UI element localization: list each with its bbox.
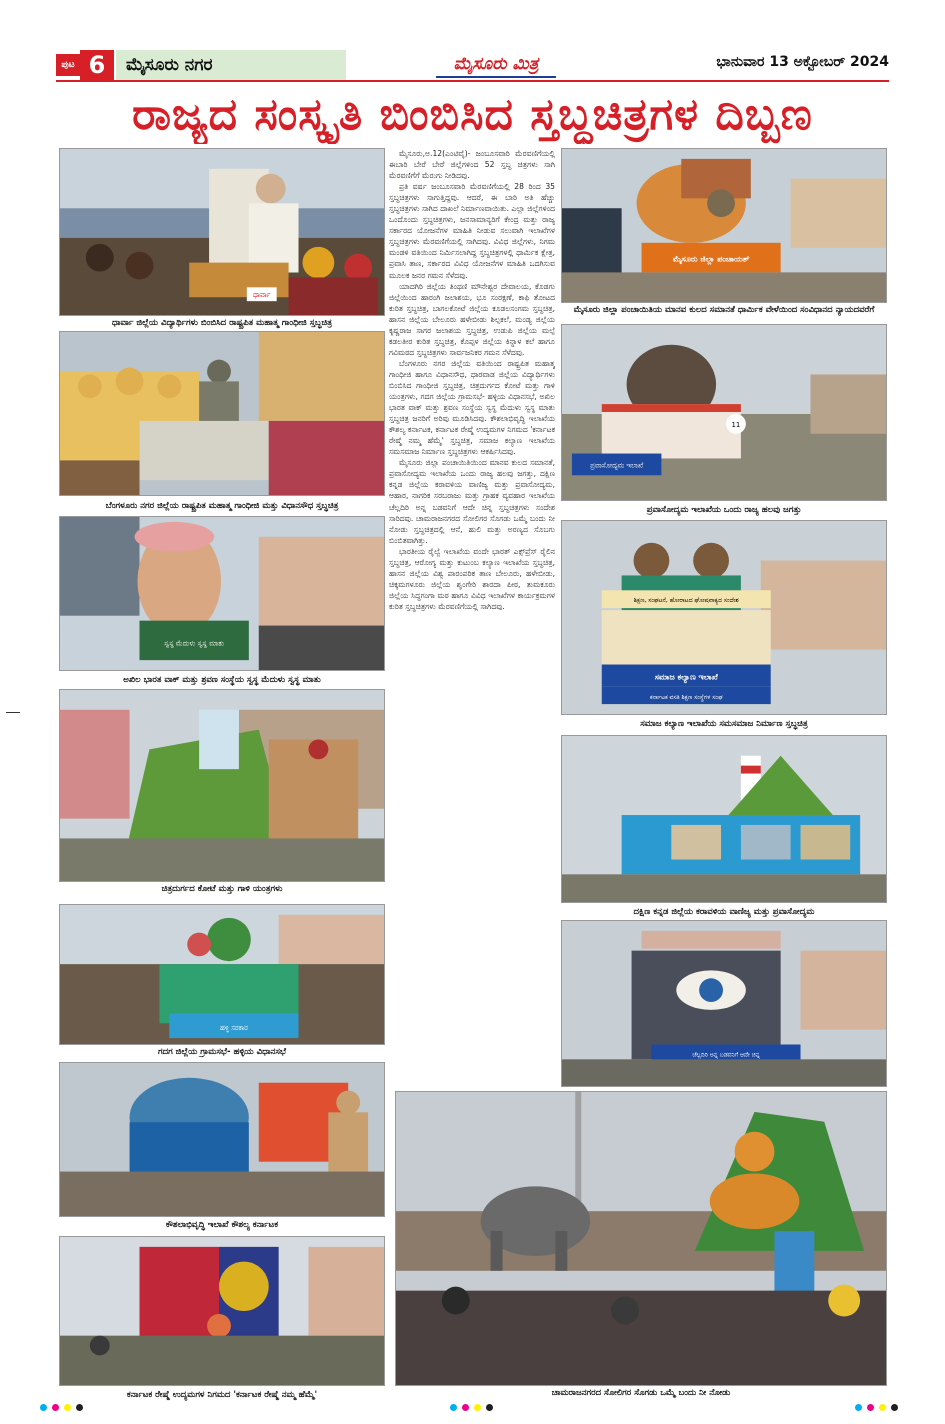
registration-dots-center — [450, 1404, 493, 1411]
registration-dot — [450, 1404, 457, 1411]
photo-label: ಶಿಕ್ಷಣ, ಸಂಘಟನೆ, ಹೋರಾಟದ ಘೋಷವಾಕ್ಯದ ಸಂದೇಶ — [633, 597, 739, 605]
photo-gadag-gramasabhe — [59, 904, 385, 1045]
photo-banner: ಚೆಲ್ಲದಿರಿ ಅನ್ನ ಬಡವನಿಗೆ ಆದೇ ಚಿನ್ನ — [692, 1051, 760, 1059]
article-paragraph: ಯಾದಗಿರಿ ಜಿಲ್ಲೆಯ ತಿಂಥಣಿ ಮೌನೇಶ್ವರ ದೇವಾಲಯ, ಕೊಡಗು ಜಿಲ್ಲೆಯಿಂದ ಹಾರಂಗಿ ಜಲಾಶಯ, ಭೂ ಸಂರಕ್ಷಣೆ, ಕಾಫಿ ತೋಟದ ಕುರಿತ ಸ್ತಬ್ಧಚಿತ್ರ, ಬಾಗಲಕೋಟೆ ಜಿಲ್ಲೆಯ ಕೂಡಲಸಂಗಮ ಸ್ತಬ್ಧಚಿತ್ರ, ಹಾಸನ ಜಿಲ್ಲೆಯ ಬೇಲೂರು ಹಳೇಬೀಡು ಶಿಲ್ಪಕಲೆ, ಮಂಡ್ಯ ಜಿಲ್ಲೆಯ ಕೃಷ್ಣರಾಜ ಸಾಗರ ಜಲಾಶಯ ಸ್ತಬ್ಧಚಿತ್ರ, ಉಡುಪಿ ಜಿಲ್ಲೆಯ ಮಲ್ಪೆ ಕಡಲತೀರ ಕುರಿತ ಸ್ತಬ್ಧಚಿತ್ರ, ಕೊಪ್ಪಳ ಜಿಲ್ಲೆಯ ಕಿನ್ನಾಳ ಕಲೆ ಹಾಗೂ ಗವಿಮಠದ ಸ್ತಬ್ಧಚಿತ್ರಗಳು ಸಾರ್ವಜನಿಕರ ಗಮನ ಸೆಳೆದವು. — [389, 281, 555, 357]
issue-date: ಭಾನುವಾರ 13 ಅಕ್ಟೋಬರ್ 2024 — [716, 54, 889, 70]
caption-social-welfare: ಸಮಾಜ ಕಲ್ಯಾಣ ಇಲಾಖೆಯ ಸಮಸಮಾಜ ನಿರ್ಮಾಣ ಸ್ತಬ್ಧಚಿತ್ರ — [640, 719, 808, 729]
caption-dakshina-kannada: ದಕ್ಷಿಣ ಕನ್ನಡ ಜಿಲ್ಲೆಯ ಕರಾವಳಿಯ ವಾಣಿಜ್ಯ ಮತ್ತು ಪ್ರವಾಸೋದ್ಯಮ — [633, 907, 815, 917]
registration-dot — [486, 1404, 493, 1411]
caption-chamarajanagar-soligas: ಚಾಮರಾಜನಗರದ ಸೋಲಿಗರ ಸೊಗಡು ಒಮ್ಮೆ ಬಂದು ನೀ ನೋಡು — [551, 1388, 731, 1398]
article-paragraph: ಮೈಸೂರು ಜಿಲ್ಲಾ ಪಂಚಾಯಿತಿಯಿಂದ ಮಾನವ ಕುಲದ ಸಮಾನತೆ, ಪ್ರವಾಸೋದ್ಯಮ ಇಲಾಖೆಯ ಒಂದು ರಾಜ್ಯ ಹಲವು ಜಗತ್ತು, ದಕ್ಷಿಣ ಕನ್ನಡ ಜಿಲ್ಲೆಯ ಕರಾವಳಿಯ ವಾಣಿಜ್ಯ ಮತ್ತು ಪ್ರವಾಸೋದ್ಯಮ, ಆಹಾರ, ನಾಗರಿಕ ಸರಬರಾಜು ಮತ್ತು ಗ್ರಾಹಕ ವ್ಯವಹಾರ ಇಲಾಖೆಯ ಚೆಲ್ಲದಿರಿ ಅನ್ನ ಬಡವನಿಗೆ ಆದೇ ಚಿನ್ನ ಸ್ತಬ್ಧಚಿತ್ರಗಳು ಸಂದೇಶ ಸಾರಿದವು. ಚಾಮರಾಜನಗರದ ಸೋಲಿಗರ ಸೊಗಡು ಒಮ್ಮೆ ಬಂದು ನೀ ನೋಡು ಸ್ತಬ್ಧಚಿತ್ರದಲ್ಲಿ ಆನೆ, ಹುಲಿ ಮತ್ತು ಅರಣ್ಯದ ಸೊಬಗು ಬಿಂಬಿತವಾಗಿತ್ತು. — [389, 458, 555, 545]
photo-banner: ಪ್ರವಾಸೋದ್ಯಮ ಇಲಾಖೆ — [590, 461, 644, 470]
photo-healthy-speech — [59, 516, 385, 671]
registration-dots-right — [855, 1404, 898, 1411]
caption-silk-karnataka: ಕರ್ನಾಟಕ ರೇಷ್ಮೆ ಉದ್ಯಮಗಳ ನಿಗಮದ 'ಕರ್ನಾಟಕ ರೇಷ್ಮೆ ನಮ್ಮ ಹೆಮ್ಮೆ' — [126, 1390, 318, 1400]
caption-mysuru-zp: ಮೈಸೂರು ಜಿಲ್ಲಾ ಪಂಚಾಯಿತಿಯ ಮಾನವ ಕುಲದ ಸಮಾನತೆ ಧಾರ್ಮಿಕ ವೇಳೆಯಿಂದ ಸಂವಿಧಾನದ ನ್ಯಾಯದವರೆಗೆ — [573, 305, 875, 315]
photo-tourism — [561, 324, 887, 501]
photo-gandhi-dharwad — [59, 148, 385, 316]
article-paragraph: ಭಾರತೀಯ ರೈಲ್ವೆ ಇಲಾಖೆಯ ವಂದೇ ಭಾರತ್ ಎಕ್ಸ್‌ಪ್ರೆಸ್ ರೈಲಿನ ಸ್ತಬ್ಧಚಿತ್ರ, ಆರೋಗ್ಯ ಮತ್ತು ಕುಟುಂಬ ಕಲ್ಯಾಣ ಇಲಾಖೆಯ ಸ್ತಬ್ಧಚಿತ್ರ, ಹಾಸನ ಜಿಲ್ಲೆಯ ವಿಶ್ವ ಪಾರಂಪರಿಕ ತಾಣ ಬೇಲೂರು, ಹಳೇಬೀಡು, ಚಿಕ್ಕಮಗಳೂರು ಜಿಲ್ಲೆಯ ಶೃಂಗೇರಿ ಶಾರದಾ ಪೀಠ, ತುಮಕೂರು ಜಿಲ್ಲೆಯ ಸಿದ್ಧಗಂಗಾ ಮಠ ಹಾಗೂ ವಿವಿಧ ಇಲಾಖೆಗಳ ಕಾರ್ಯಕ್ರಮಗಳ ಕುರಿತ ಸ್ತಬ್ಧಚಿತ್ರಗಳು ಮೆರವಣಿಗೆಯಲ್ಲಿ ಸಾಗಿದವು. — [389, 546, 555, 611]
photo-label: ಕರ್ನಾಟಕ ವಸತಿ ಶಿಕ್ಷಣ ಸಂಸ್ಥೆಗಳ ಸಂಘ — [649, 694, 723, 702]
registration-dot — [462, 1404, 469, 1411]
registration-dot — [76, 1404, 83, 1411]
caption-skill-karnataka: ಕೌಶಲಾಭಿವೃದ್ಧಿ ಇಲಾಖೆ ಕೌಶಲ್ಯ ಕರ್ನಾಟಕ — [165, 1220, 279, 1230]
photo-banner: ಮೈಸೂರು ಜಿಲ್ಲಾ ಪಂಚಾಯತ್ — [672, 254, 750, 264]
photo-chitradurga-fort — [59, 689, 385, 882]
registration-dot — [474, 1404, 481, 1411]
article-paragraph: ಬೆಂಗಳೂರು ನಗರ ಜಿಲ್ಲೆಯ ವತಿಯಿಂದ ರಾಷ್ಟ್ರಪಿತ ಮಹಾತ್ಮ ಗಾಂಧೀಜಿ ಹಾಗೂ ವಿಧಾನಸೌಧ, ಧಾರವಾಡ ಜಿಲ್ಲೆಯ ವಿದ್ಯಾರ್ಥಿಗಳು ಬಿಂಬಿಸಿದ ಗಾಂಧೀಜಿ ಸ್ತಬ್ಧಚಿತ್ರ, ಚಿತ್ರದುರ್ಗದ ಕೋಟೆ ಮತ್ತು ಗಾಳಿ ಯಂತ್ರಗಳು, ಗದಗ ಜಿಲ್ಲೆಯ ಗ್ರಾಮಸಭೆ- ಹಳ್ಳಿಯ ವಿಧಾನಸಭೆ, ಅಖಿಲ ಭಾರತ ವಾಕ್ ಮತ್ತು ಶ್ರವಣ ಸಂಸ್ಥೆಯ ಸ್ವಸ್ಥ ಮೆದುಳು ಸ್ವಸ್ಥ ಮಾತು ಸ್ತಬ್ಧಚಿತ್ರ ಜನರಿಗೆ ಅರಿವು ಮೂಡಿಸಿದವು. ಕೌಶಲಾಭಿವೃದ್ಧಿ ಇಲಾಖೆಯ ಕೌಶಲ್ಯ ಕರ್ನಾಟಕ, ಕರ್ನಾಟಕ ರೇಷ್ಮೆ ಉದ್ಯಮಗಳ ನಿಗಮದ 'ಕರ್ನಾಟಕ ರೇಷ್ಮೆ ನಮ್ಮ ಹೆಮ್ಮೆ' ಸ್ತಬ್ಧಚಿತ್ರ, ಸಮಾಜ ಕಲ್ಯಾಣ ಇಲಾಖೆಯ ಸಮಸಮಾಜ ನಿರ್ಮಾಣ ಸ್ತಬ್ಧಚಿತ್ರಗಳು ಆಕರ್ಷಿಸಿದವು. — [389, 358, 555, 457]
caption-gadag-gramasabhe: ಗದಗ ಜಿಲ್ಲೆಯ ಗ್ರಾಮಸಭೆ- ಹಳ್ಳಿಯ ವಿಧಾನಸಭೆ — [158, 1047, 286, 1057]
crop-mark — [6, 712, 20, 713]
photo-skill-karnataka — [59, 1062, 385, 1217]
registration-dots-left — [40, 1404, 83, 1411]
photo-sign: ಹಳ್ಳಿ ಸರಕಾರ — [220, 1024, 248, 1033]
caption-chitradurga-fort: ಚಿತ್ರದುರ್ಗದ ಕೋಟೆ ಮತ್ತು ಗಾಳಿ ಯಂತ್ರಗಳು — [161, 884, 283, 894]
registration-dot — [40, 1404, 47, 1411]
photo-mysuru-zp — [561, 148, 887, 303]
page-header — [56, 50, 889, 80]
section-name: ಮೈಸೂರು ನಗರ — [116, 50, 346, 80]
registration-dot — [891, 1404, 898, 1411]
registration-dot — [855, 1404, 862, 1411]
caption-healthy-speech: ಅಖಿಲ ಭಾರತ ವಾಕ್ ಮತ್ತು ಶ್ರವಣ ಸಂಸ್ಥೆಯ ಸ್ವಸ್ಥ ಮೆದುಳು ಸ್ವಸ್ಥ ಮಾತು — [123, 675, 321, 685]
article-paragraph: ಪ್ರತಿ ವರ್ಷ ಜಂಬೂಸವಾರಿ ಮೆರವಣಿಗೆಯಲ್ಲಿ 28 ರಿಂದ 35 ಸ್ತಬ್ಧಚಿತ್ರಗಳು ಸಾಗುತ್ತಿದ್ದವು. ಆದರೆ, ಈ ಬಾರಿ ಅತಿ ಹೆಚ್ಚು ಸ್ತಬ್ಧಚಿತ್ರಗಳು ಸಾಗಿದ ದಾಖಲೆ ನಿರ್ಮಾಣವಾಯಿತು. ಎಲ್ಲಾ ಜಿಲ್ಲೆಗಳಿಂದ ಒಂದೊಂದು ಸ್ತಬ್ಧಚಿತ್ರಗಳು, ಜನಸಾಮಾನ್ಯರಿಗೆ ಕೇಂದ್ರ ಮತ್ತು ರಾಜ್ಯ ಸರ್ಕಾರದ ಯೋಜನೆಗಳ ಮಾಹಿತಿ ನೀಡುವ ಸಲುವಾಗಿ ಇಲಾಖೆಗಳ ಸ್ತಬ್ಧಚಿತ್ರಗಳು ಮೆರವಣಿಗೆಯಲ್ಲಿ ಸಾಗಿದವು. ವಿವಿಧ ಜಿಲ್ಲೆಗಳು, ನಿಗಮ ಮಂಡಳಿ ವತಿಯಿಂದ ನಿರ್ಮಿಸಲಾಗಿದ್ದ ಸ್ತಬ್ಧಚಿತ್ರಗಳಲ್ಲಿ ಧಾರ್ಮಿಕ ಕ್ಷೇತ್ರ, ಪ್ರವಾಸಿ ತಾಣ, ಸರ್ಕಾರದ ವಿವಿಧ ಯೋಜನೆಗಳ ಮಾಹಿತಿ ಒದಗಿಸುವ ಮೂಲಕ ಜನರ ಗಮನ ಸೆಳೆದವು. — [389, 182, 555, 280]
page-number: 6 — [80, 50, 114, 80]
header-rule — [56, 80, 889, 82]
photo-silk-karnataka — [59, 1236, 385, 1386]
photo-food-civil-supplies — [561, 920, 887, 1087]
photo-social-welfare — [561, 520, 887, 715]
registration-dot — [52, 1404, 59, 1411]
registration-dot — [879, 1404, 886, 1411]
photo-banner: ಸಮಾಜ ಕಲ್ಯಾಣ ಇಲಾಖೆ — [654, 672, 718, 682]
caption-tourism: ಪ್ರವಾಸೋದ್ಯಮ ಇಲಾಖೆಯ ಒಂದು ರಾಜ್ಯ ಹಲವು ಜಗತ್ತು — [646, 505, 802, 515]
photo-chamarajanagar-soligas — [395, 1091, 887, 1386]
registration-dot — [64, 1404, 71, 1411]
caption-gandhi-dharwad: ಧಾರ್ವಾ ಜಿಲ್ಲೆಯ ವಿದ್ಯಾರ್ಥಿಗಳು ಬಿಂಬಿಸಿದ ರಾಷ್ಟ್ರಪಿತ ಮಹಾತ್ಮ ಗಾಂಧೀಜಿ ಸ್ತಬ್ಧಚಿತ್ರ — [112, 318, 332, 328]
article-paragraph: ಮೈಸೂರು,ಅ.12(ಎಂಟಿವೈ)- ಜಂಬೂಸವಾರಿ ಮೆರವಣಿಗೆಯಲ್ಲಿ ಈಬಾರಿ ಬೇರೆ ಬೇರೆ ಜಿಲ್ಲೆಗಳಿಂದ 52 ಸ್ತಬ್ಧ ಚಿತ್ರಗಳು ಸಾಗಿ ಮೆರವಣಿಗೆಗೆ ಮೆರುಗು ನೀಡಿದವು. — [389, 149, 555, 181]
photo-gandhi-vidhanasoudha — [59, 331, 385, 496]
page-label: ಪುಟ — [56, 54, 80, 76]
registration-dot — [867, 1404, 874, 1411]
photo-number: 11 — [731, 420, 741, 429]
photo-banner: ಸ್ವಸ್ಥ ಮೆದುಳು ಸ್ವಸ್ಥ ಮಾತು — [164, 639, 225, 648]
caption-gandhi-vidhanasoudha: ಬೆಂಗಳೂರು ನಗರ ಜಿಲ್ಲೆಯ ರಾಷ್ಟ್ರಪಿತ ಮಹಾತ್ಮ ಗಾಂಧೀಜಿ ಮತ್ತು ವಿಧಾನಸೌಧ ಸ್ತಬ್ಧಚಿತ್ರ — [105, 501, 339, 511]
photo-sign: ಧಾರ್ವಾ — [253, 291, 271, 300]
article-body — [389, 148, 555, 1078]
masthead-logo: ಮೈಸೂರು ಮಿತ್ರ — [436, 52, 556, 78]
headline: ರಾಜ್ಯದ ಸಂಸ್ಕೃತಿ ಬಿಂಬಿಸಿದ ಸ್ತಬ್ಧಚಿತ್ರಗಳ ದಿಬ್ಬಣ — [132, 89, 813, 140]
photo-dakshina-kannada — [561, 735, 887, 903]
